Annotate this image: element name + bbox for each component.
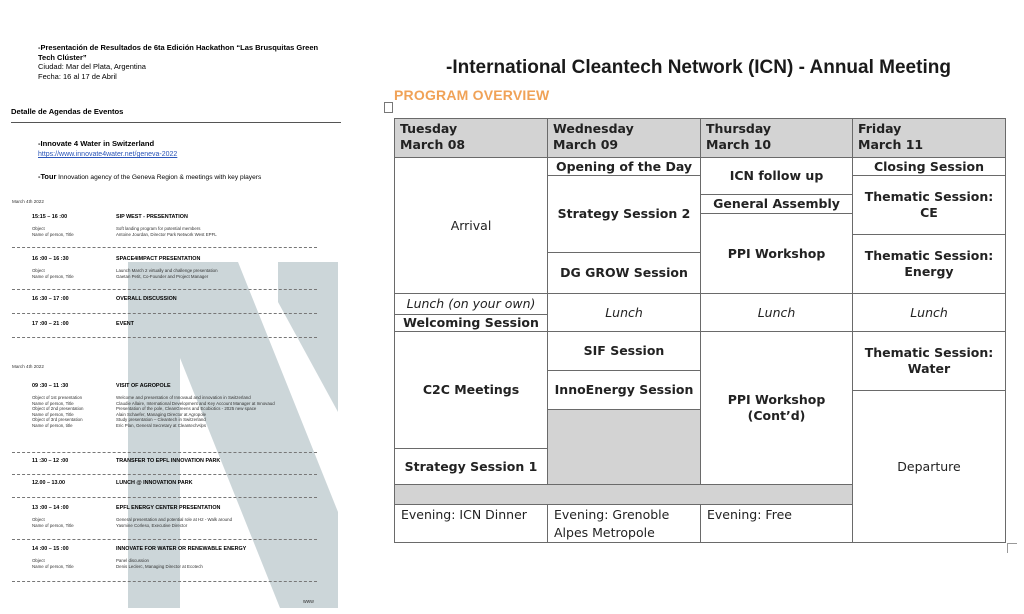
- agenda-divider: [12, 247, 317, 248]
- break-band: [394, 484, 853, 505]
- intro-city: Ciudad: Mar del Plata, Argentina: [38, 62, 146, 71]
- fri-departure: Departure: [852, 390, 1006, 543]
- agenda-divider: [12, 539, 317, 540]
- header-date: March 08: [400, 137, 466, 152]
- detail-value: Eric Plan, General Secretary at CleantechAlps: [116, 422, 207, 428]
- agenda-item-header: [32, 321, 316, 330]
- thu-ppi-workshop: PPI Workshop: [700, 213, 853, 294]
- intro-block: [38, 43, 338, 81]
- detail-label: Object of 1st presentation: [32, 395, 83, 400]
- agenda-item-header: [32, 214, 316, 223]
- day1-date: March 4th 2022: [12, 199, 44, 204]
- cell-line: Alpes Metropole: [554, 525, 655, 540]
- cell-line: PPI Workshop: [727, 392, 826, 407]
- agenda-time: 15:15 – 16 :00: [32, 214, 68, 220]
- tour-prefix: -Tour: [38, 172, 57, 181]
- detail-value: Welcome and presentation of Innovaud and innovation in Switzerland: [116, 395, 251, 400]
- header-date: March 09: [553, 137, 619, 152]
- agenda-item-header: [32, 505, 316, 514]
- agenda-title: EPFL ENERGY CENTER PRESENTATION: [116, 505, 221, 511]
- agenda-detail-row: [32, 274, 316, 280]
- program-table: [394, 118, 1006, 543]
- agenda-item: [32, 256, 316, 279]
- wed-lunch: Lunch: [547, 293, 701, 332]
- detail-label: Object of 2nd presentation: [32, 406, 84, 412]
- cell-line: CE: [920, 205, 938, 220]
- agenda-item: [32, 458, 316, 470]
- agenda-time: 12.00 – 13.00: [32, 480, 65, 486]
- agenda-title: SIP WEST - PRESENTATION: [116, 214, 188, 220]
- detail-label: Name of person, Title: [32, 563, 74, 569]
- agenda-item: [32, 546, 316, 569]
- detail-value: Yasmine Corleso, Executive Director: [116, 522, 188, 528]
- agenda-item-header: [32, 458, 316, 467]
- tour-text: Innovation agency of the Geneva Region & meetings with key players: [56, 174, 262, 181]
- agenda-title: LUNCH @ INNOVATION PARK: [116, 480, 193, 486]
- detail-value: Denis Leclerc, Managing Director at Ecotech: [116, 563, 203, 569]
- thu-icn-follow-up: ICN follow up: [700, 157, 853, 195]
- header-date: March 10: [706, 137, 772, 152]
- thu-lunch: Lunch: [700, 293, 853, 332]
- detail-value: Study presentation – Cleantech in Switzerland: [116, 417, 206, 423]
- tour-line: [38, 172, 261, 181]
- agenda-item-header: [32, 546, 316, 555]
- cell-line: (Cont’d): [747, 408, 806, 423]
- agenda-title: VISIT OF AGROPOLE: [116, 383, 171, 389]
- cell-line: Thematic Session:: [864, 345, 994, 360]
- agenda-item: [32, 214, 316, 237]
- header-tuesday: [394, 118, 548, 158]
- agenda-title: OVERALL DISCUSSION: [116, 296, 177, 302]
- agenda-time: 14 :00 – 15 :00: [32, 546, 69, 552]
- detail-label: Name of person, title: [32, 422, 73, 428]
- cell-line: Thematic Session:: [864, 248, 994, 263]
- tue-c2c-meetings: C2C Meetings: [394, 331, 548, 449]
- agenda-divider: [12, 581, 317, 582]
- tue-lunch: Lunch (on your own): [394, 293, 548, 315]
- wed-innoenergy-session: InnoEnergy Session: [547, 370, 701, 410]
- wed-sif-session: SIF Session: [547, 331, 701, 371]
- thu-evening: Evening: Free: [700, 504, 853, 543]
- agenda-detail-row: [32, 423, 316, 429]
- agenda-divider: [12, 289, 317, 290]
- wed-opening: Opening of the Day: [547, 157, 701, 176]
- thu-general-assembly: General Assembly: [700, 194, 853, 214]
- header-thursday: [700, 118, 853, 158]
- detail-label: Object: [32, 226, 45, 231]
- header-day: Wednesday: [553, 121, 634, 136]
- agenda-detail-row: [32, 523, 316, 529]
- detail-value: Launch March 2 virtually and challenge presentation: [116, 268, 218, 273]
- fri-thematic-water: [852, 331, 1006, 391]
- agenda-title: SPACE4IMPACT PRESENTATION: [116, 256, 201, 262]
- agenda-item: [32, 321, 316, 333]
- agenda-divider: [12, 497, 317, 498]
- detail-value: Panel discussion: [116, 558, 149, 563]
- program-overview-heading: PROGRAM OVERVIEW: [394, 87, 550, 103]
- event-link[interactable]: https://www.innovate4water.net/geneva-2022: [38, 151, 178, 158]
- agenda-time: 09 :30 – 11 :30: [32, 383, 69, 389]
- agenda-document: [0, 0, 345, 614]
- event-title: -Innovate 4 Water in Switzerland: [38, 139, 155, 148]
- intro-line-2: Tech Clúster”: [38, 52, 87, 62]
- cell-line: Evening: Grenoble: [554, 507, 670, 522]
- detail-value: Gaetan Petit, Co-Founder and Project Manager: [116, 273, 209, 279]
- wed-dg-grow-session: DG GROW Session: [547, 252, 701, 294]
- detail-label: Name of person, Title: [32, 273, 74, 279]
- detail-label: Name of person, Title: [32, 411, 74, 417]
- detail-value: General presentation and potential role at H2 - Walk around: [116, 517, 233, 522]
- agenda-time: 13 :00 – 14 :00: [32, 505, 69, 511]
- agenda-item: [32, 383, 316, 429]
- detail-label: Object: [32, 268, 45, 273]
- agenda-title: EVENT: [116, 321, 134, 327]
- header-day: Friday: [858, 121, 902, 136]
- header-day: Tuesday: [400, 121, 458, 136]
- footer-www: www: [303, 599, 314, 605]
- agenda-detail-row: [32, 232, 316, 238]
- agenda-item-header: [32, 480, 316, 489]
- detail-label: Name of person, Title: [32, 522, 74, 528]
- agenda-item: [32, 480, 316, 492]
- agenda-divider: [12, 474, 317, 475]
- table-resize-handle[interactable]: [1007, 543, 1017, 553]
- wed-empty-block: [547, 409, 701, 485]
- detail-value: Presentation of the pole, CleanGreens and Ecobiotics - 2025 new space: [116, 406, 257, 412]
- agenda-title: INNOVATE FOR WATER OR RENEWABLE ENERGY: [116, 546, 247, 552]
- day2-date: March 4th 2022: [12, 364, 44, 369]
- agenda-divider: [12, 337, 317, 338]
- detail-value: Soft landing program for potential members: [116, 226, 201, 231]
- cell-line: Thematic Session:: [864, 189, 994, 204]
- thu-ppi-workshop-cont: [700, 331, 853, 485]
- header-friday: [852, 118, 1006, 158]
- agenda-time: 11 :30 – 12 :00: [32, 458, 69, 464]
- fri-thematic-energy: [852, 234, 1006, 294]
- agenda-detail-row: [32, 564, 316, 570]
- agenda-item-header: [32, 256, 316, 265]
- detail-value: Antoine Jourdan, Director Park Network West EPFL: [116, 231, 217, 237]
- tue-evening: Evening: ICN Dinner: [394, 504, 548, 543]
- schedule-title: -International Cleantech Network (ICN) - Annual Meeting: [446, 57, 951, 78]
- fri-thematic-ce: [852, 175, 1006, 235]
- header-date: March 11: [858, 137, 924, 152]
- header-wednesday: [547, 118, 701, 158]
- agenda-item: [32, 505, 316, 528]
- section-title: Detalle de Agendas de Eventos: [11, 107, 124, 116]
- detail-label: Name of person, Title: [32, 400, 74, 406]
- agenda-time: 16 :00 – 16 :30: [32, 256, 69, 262]
- header-day: Thursday: [706, 121, 772, 136]
- detail-label: Object of 3rd presentation: [32, 417, 83, 423]
- table-move-handle[interactable]: [384, 102, 393, 113]
- agenda-item-header: [32, 296, 316, 305]
- tue-strategy-session-1: Strategy Session 1: [394, 448, 548, 485]
- fri-closing-session: Closing Session: [852, 157, 1006, 176]
- detail-label: Object: [32, 517, 45, 522]
- tue-arrival: Arrival: [394, 157, 548, 294]
- intro-line-1: -Presentación de Resultados de 6ta Edición Hackathon “Las Brusquitas Green: [38, 43, 319, 52]
- detail-value: Claudie Allaire, International Development and Key Account Manager at Innovaud: [116, 400, 275, 406]
- intro-date: Fecha: 16 al 17 de Abril: [38, 71, 117, 81]
- tue-welcoming-session: Welcoming Session: [394, 314, 548, 332]
- agenda-divider: [12, 452, 317, 453]
- agenda-time: 17 :00 – 21 :00: [32, 321, 69, 327]
- agenda-item: [32, 296, 316, 308]
- wed-evening: [547, 504, 701, 543]
- section-divider: [11, 122, 341, 123]
- cell-line: Water: [907, 361, 951, 376]
- agenda-item-header: [32, 383, 316, 392]
- wed-strategy-session-2: Strategy Session 2: [547, 175, 701, 253]
- detail-label: Name of person, Title: [32, 231, 74, 237]
- fri-lunch: Lunch: [852, 293, 1006, 332]
- agenda-divider: [12, 313, 317, 314]
- cell-line: Energy: [904, 264, 954, 279]
- agenda-title: TRANSFER TO EPFL INNOVATION PARK: [116, 458, 221, 464]
- detail-value: Alain Schaefer, Managing Director at Agropole: [116, 411, 207, 417]
- detail-label: Object: [32, 558, 45, 563]
- agenda-time: 16 :30 – 17 :00: [32, 296, 69, 302]
